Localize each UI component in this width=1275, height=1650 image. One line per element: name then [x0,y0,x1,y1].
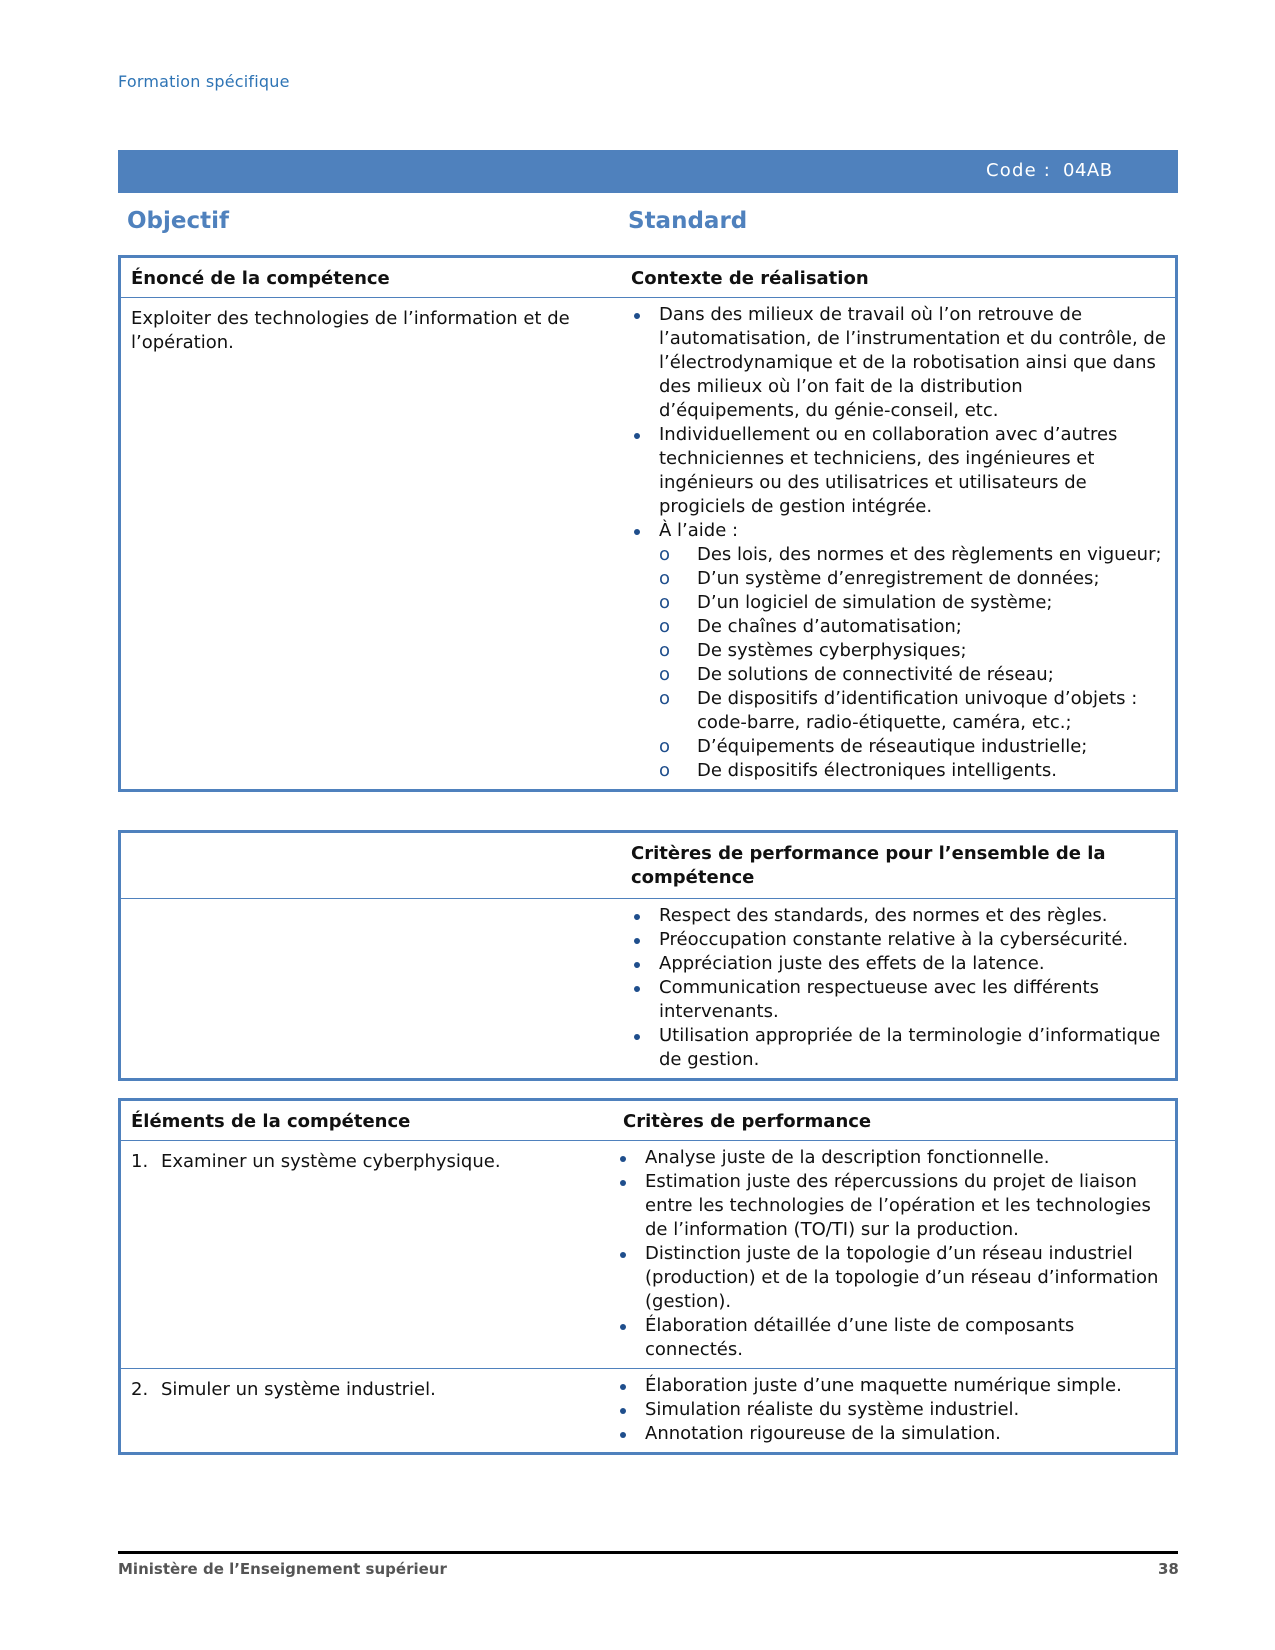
sublist-item: o De chaînes d’automatisation; [659,616,962,637]
sublist-item: o D’équipements de réseautique industrielle; [659,736,1088,757]
table-header-row [121,833,1175,898]
overall-criteria-header: Critères de performance pour l’ensemble de la compétence [631,843,1106,888]
sublist-item: o De dispositifs d’identification univoque d’objets : code-barre, radio-étiquette, caméra, etc.; [659,688,1138,733]
statement-header: Énoncé de la compétence [131,268,390,289]
context-header: Contexte de réalisation [631,268,869,289]
sublist-item: o Des lois, des normes et des règlements en vigueur; [659,544,1162,565]
list-item: Utilisation appropriée de la terminologie d’informatique de gestion. [629,1024,1167,1072]
list-item: Respect des standards, des normes et des règles. [629,904,1167,928]
sublist-item: o De solutions de connectivité de réseau; [659,664,1054,685]
circle-bullet-icon: o [659,592,671,613]
list-item: Appréciation juste des effets de la latence. [629,952,1167,976]
elements-header: Éléments de la compétence [131,1111,411,1132]
footer-divider [118,1551,1178,1554]
table-row [121,1368,1175,1452]
list-item [629,519,1167,783]
table-header-row [121,258,1175,297]
competence-context-table [118,255,1178,792]
overall-criteria-list [629,904,1167,1072]
list-item: Élaboration détaillée d’une liste de composants connectés. [615,1314,1167,1362]
table-row [121,297,1175,789]
footer-publisher: Ministère de l’Enseignement supérieur [118,1560,447,1578]
sublist-item: o D’un logiciel de simulation de système; [659,592,1053,613]
circle-bullet-icon: o [659,664,671,685]
sublist-item: o D’un système d’enregistrement de données; [659,568,1100,589]
table-row [121,1140,1175,1368]
element-2-criteria [615,1374,1167,1446]
table-row [121,898,1175,1078]
circle-bullet-icon: o [659,616,671,637]
list-item: Dans des milieux de travail où l’on retrouve de l’automatisation, de l’instrumentation et du contrôle, de l’électrodynamique et de la robotisation ainsi que dans des milieux où l’on fait de la distribution d’équipements, du génie-conseil, etc. [629,303,1167,423]
table-header-row [121,1101,1175,1140]
element-2: 2. Simuler un système industriel. [131,1379,436,1400]
list-item: Annotation rigoureuse de la simulation. [615,1422,1167,1446]
list-item: Préoccupation constante relative à la cybersécurité. [629,928,1167,952]
list-item: Simulation réaliste du système industriel. [615,1398,1167,1422]
page-number: 38 [1158,1560,1179,1578]
criteria-header: Critères de performance [623,1111,872,1132]
element-1-criteria [615,1146,1167,1362]
circle-bullet-icon: o [659,736,671,757]
code-label: Code : [986,160,1052,181]
circle-bullet-icon: o [659,760,671,781]
list-item: Distinction juste de la topologie d’un réseau industriel (production) et de la topologie d’un réseau d’information (gestion). [615,1242,1167,1314]
objectif-heading: Objectif [127,208,230,234]
overall-criteria-table [118,830,1178,1081]
element-1: 1. Examiner un système cyberphysique. [131,1151,501,1172]
running-header: Formation spécifique [118,72,290,91]
circle-bullet-icon: o [659,544,671,565]
list-item: Individuellement ou en collaboration avec d’autres techniciennes et techniciens, des ingénieures et ingénieurs ou des utilisatrices et utilisateurs de progiciels de gestion intégrée. [629,423,1167,519]
empty-cell [121,833,623,898]
aide-sublist [659,543,1167,783]
list-item-label: À l’aide : [659,520,739,541]
code-value: 04AB [1063,160,1113,181]
circle-bullet-icon: o [659,568,671,589]
list-item: Élaboration juste d’une maquette numérique simple. [615,1374,1167,1398]
list-item: Analyse juste de la description fonctionnelle. [615,1146,1167,1170]
circle-bullet-icon: o [659,688,671,709]
sublist-item: o De systèmes cyberphysiques; [659,640,967,661]
empty-cell [121,899,623,1078]
standard-heading: Standard [628,208,748,234]
context-list [629,303,1167,783]
competence-statement: Exploiter des technologies de l’information et de l’opération. [131,308,570,353]
elements-criteria-table [118,1098,1178,1455]
sublist-item: o De dispositifs électroniques intelligents. [659,760,1057,781]
list-item: Estimation juste des répercussions du projet de liaison entre les technologies de l’opération et les technologies de l’information (TO/TI) sur la production. [615,1170,1167,1242]
list-item: Communication respectueuse avec les différents intervenants. [629,976,1167,1024]
circle-bullet-icon: o [659,640,671,661]
